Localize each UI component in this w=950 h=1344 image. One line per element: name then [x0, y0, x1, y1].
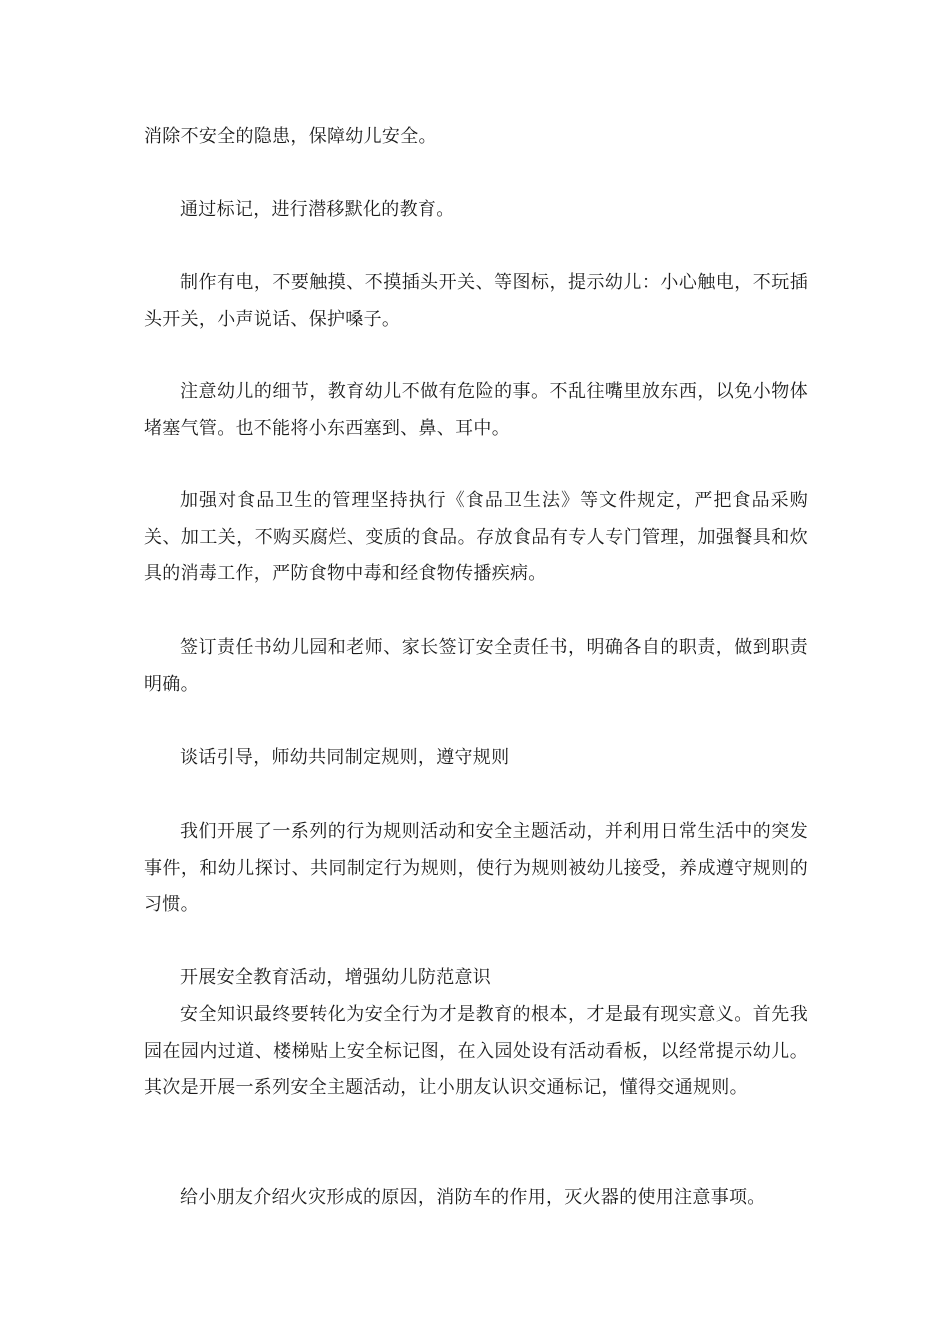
paragraph: 加强对食品卫生的管理坚持执行《食品卫生法》等文件规定，严把食品采购关、加工关，不购买腐烂、变质的食品。存放食品有专人专门管理，加强餐具和炊具的消毒工作，严防食物中毒和经食物传播疾病。	[144, 490, 808, 584]
paragraph: 制作有电，不要触摸、不摸插头开关、等图标，提示幼儿：小心触电，不玩插头开关，小声说话、保护嗓子。	[144, 272, 808, 330]
paragraph: 通过标记，进行潜移默化的教育。	[180, 199, 455, 220]
paragraph: 给小朋友介绍火灾形成的原因，消防车的作用，灭火器的使用注意事项。	[180, 1187, 766, 1208]
paragraph: 安全知识最终要转化为安全行为才是教育的根本，才是最有现实意义。首先我园在园内过道、楼梯贴上安全标记图，在入园处设有活动看板，以经常提示幼儿。其次是开展一系列安全主题活动，让小朋友认识交通标记，懂得交通规则。	[144, 1004, 808, 1098]
section-heading: 谈话引导，师幼共同制定规则，遵守规则	[180, 747, 510, 768]
paragraph-continuation: 消除不安全的隐患，保障幼儿安全。	[144, 126, 437, 147]
paragraph: 我们开展了一系列的行为规则活动和安全主题活动，并利用日常生活中的突发事件，和幼儿探讨、共同制定行为规则，使行为规则被幼儿接受，养成遵守规则的习惯。	[144, 821, 808, 915]
section-heading: 开展安全教育活动，增强幼儿防范意识	[180, 967, 492, 988]
paragraph: 签订责任书幼儿园和老师、家长签订安全责任书，明确各自的职责，做到职责明确。	[144, 637, 808, 695]
paragraph: 注意幼儿的细节，教育幼儿不做有危险的事。不乱往嘴里放东西，以免小物体堵塞气管。也不能将小东西塞到、鼻、耳中。	[144, 381, 808, 439]
